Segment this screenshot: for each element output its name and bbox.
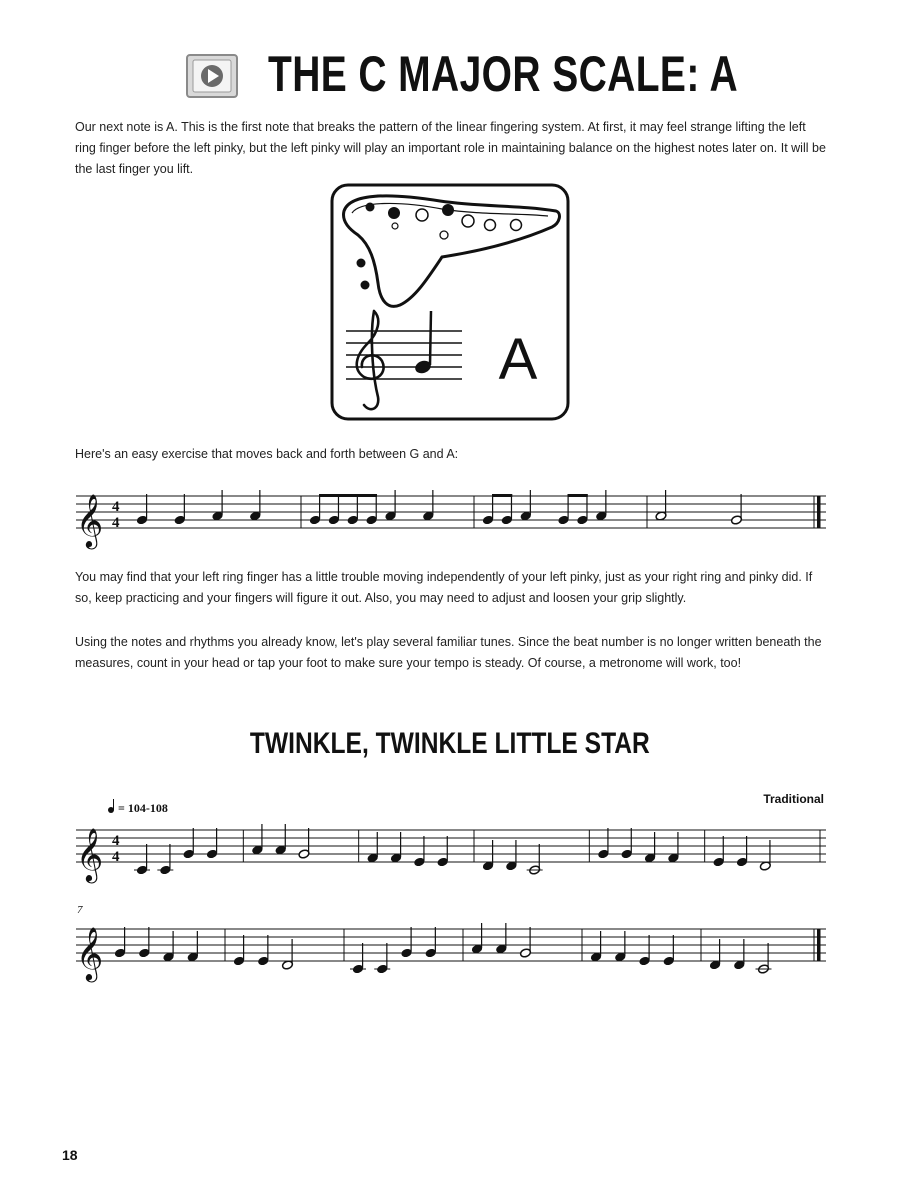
- song-staff-line-2: [72, 903, 828, 983]
- paragraph-3: Using the notes and rhythms you already know, let's play several familiar tunes. Since the beat number is no longer written beneath the measures, count in your head or tap your foot to make sure your tempo is steady. Of course, a metronome will work, too!: [75, 635, 822, 670]
- song-title: TWINKLE, TWINKLE LITTLE STAR: [250, 727, 650, 760]
- hole-open: [462, 215, 474, 227]
- time-signature-top: 4: [112, 499, 120, 515]
- hole-open: [511, 220, 522, 231]
- final-barline: [817, 929, 821, 961]
- treble-clef-icon: 𝄞: [76, 926, 104, 980]
- treble-clef-icon: 𝄞: [76, 827, 104, 881]
- hole-open: [416, 209, 428, 221]
- tempo-value: = 104-108: [118, 801, 168, 815]
- page-title: THE C MAJOR SCALE: A: [268, 46, 739, 102]
- hole-open: [440, 231, 448, 239]
- exercise-lead-text: Here's an easy exercise that moves back and forth between G and A:: [75, 447, 459, 461]
- hole-covered: [361, 281, 370, 290]
- song-staff-line-1: [72, 804, 828, 884]
- final-barline: [817, 496, 821, 528]
- note-beam: [568, 494, 588, 497]
- hole-covered: [388, 207, 400, 219]
- fingering-chart: [330, 183, 570, 421]
- composer-label: Traditional: [763, 792, 824, 806]
- time-signature-bottom: 4: [112, 849, 120, 865]
- page-number: 18: [62, 1147, 78, 1163]
- measure-number: 7: [77, 904, 83, 916]
- treble-clef-icon: 𝄞: [76, 493, 104, 547]
- hole-covered: [442, 204, 454, 216]
- time-signature-top: 4: [112, 833, 120, 849]
- staff-lines: [76, 496, 826, 528]
- time-signature-bottom: 4: [112, 515, 120, 531]
- play-video-icon[interactable]: [186, 54, 238, 98]
- note-beam: [492, 494, 512, 497]
- paragraph-2: You may find that your left ring finger has a little trouble moving independently of your left pinky, just as your right ring and pinky did. If so, keep practicing and your fingers will figure it out. Also, you may need to adjust and loosen your grip slightly.: [75, 570, 813, 605]
- exercise-staff: [72, 470, 828, 550]
- hole-open: [485, 220, 496, 231]
- hole-covered: [357, 259, 366, 268]
- hole-covered: [366, 203, 375, 212]
- hole-open: [392, 223, 398, 229]
- note-name-label: A: [498, 327, 538, 392]
- title-row: [0, 42, 900, 112]
- note-beam: [319, 494, 377, 497]
- intro-paragraph: Our next note is A. This is the first note that breaks the pattern of the linear fingering system. At first, it may feel strange lifting the left ring finger before the left pinky, but the left pinky will play an important role in maintaining balance on the highest notes later on. It will be the last finger you lift.: [75, 120, 826, 176]
